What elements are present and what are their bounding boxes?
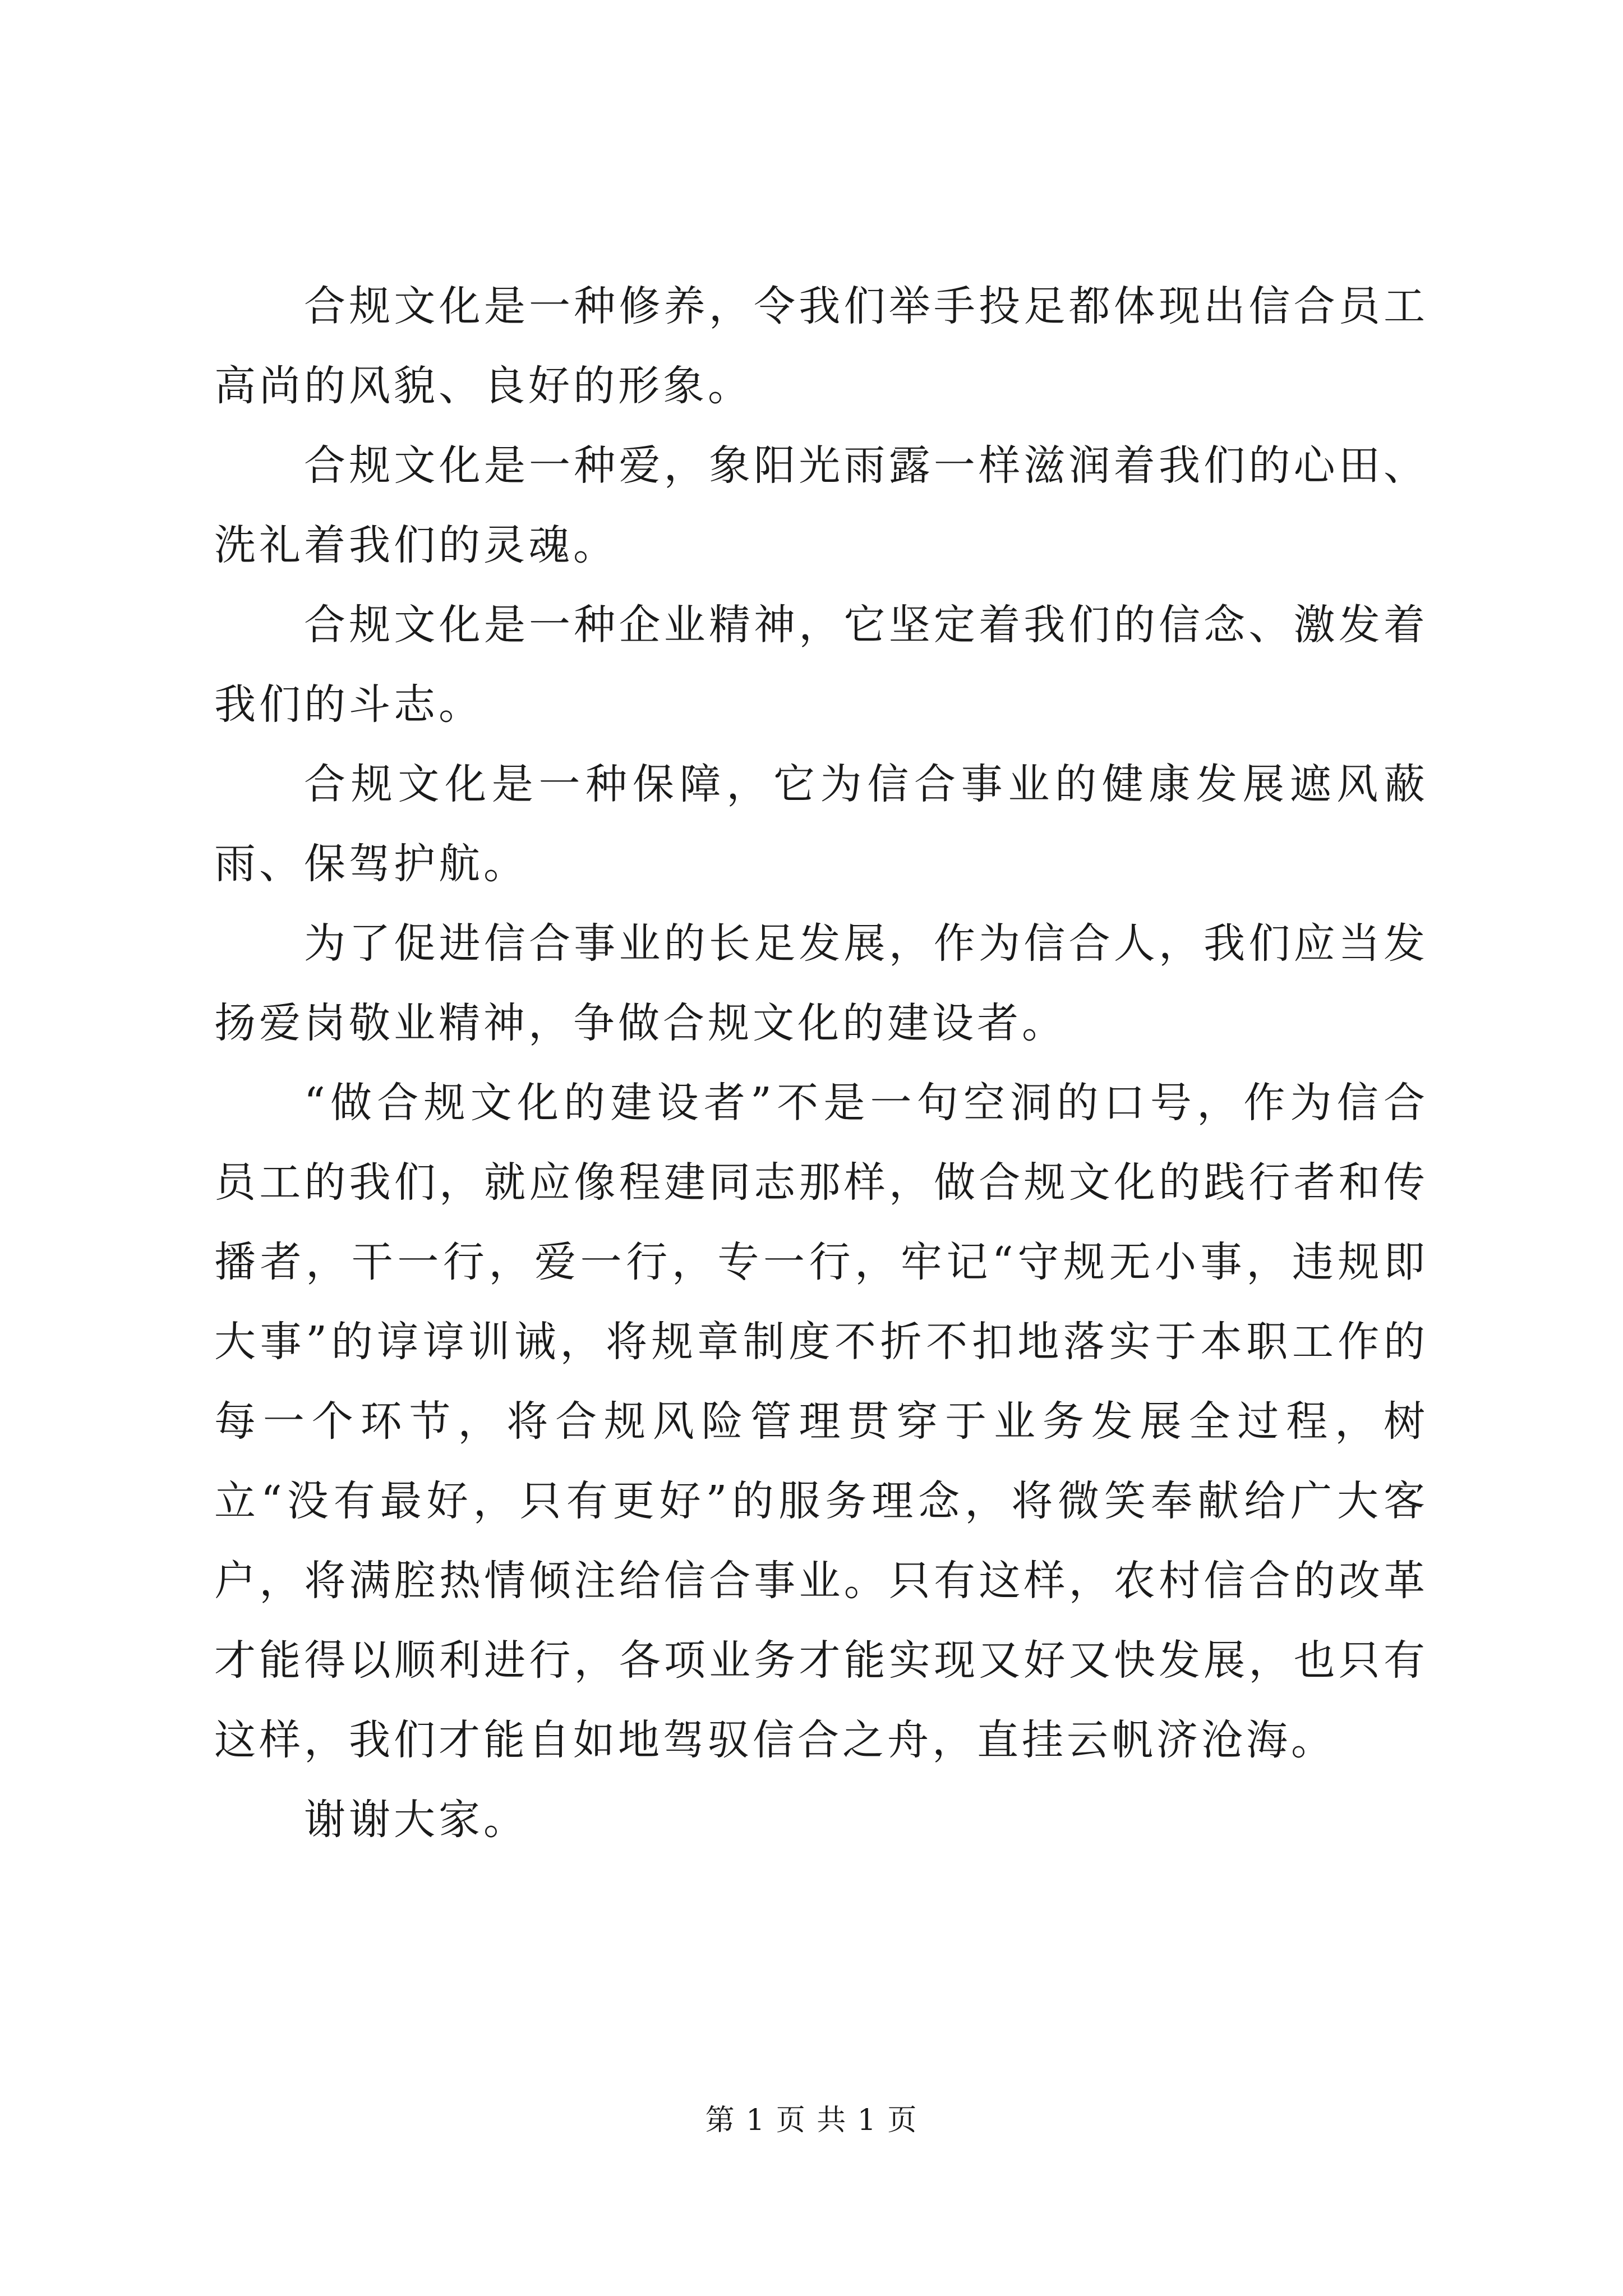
- page-number-footer: 第 1 页 共 1 页: [705, 2104, 918, 2137]
- paragraph-1: 合规文化是一种修养，令我们举手投足都体现出信合员工高尚的风貌、良好的形象。: [214, 282, 1428, 410]
- paragraph-7: 谢谢大家。: [304, 1796, 528, 1844]
- paragraph-3: 合规文化是一种企业精神，它坚定着我们的信念、激发着我们的斗志。: [214, 601, 1428, 729]
- paragraph-2: 合规文化是一种爱，象阳光雨露一样滋润着我们的心田、洗礼着我们的灵魂。: [214, 441, 1428, 569]
- paragraph-4: 合规文化是一种保障，它为信合事业的健康发展遮风蔽雨、保驾护航。: [214, 760, 1428, 888]
- document-body: [214, 266, 1428, 1860]
- paragraph-6: “做合规文化的建设者”不是一句空洞的口号，作为信合员工的我们，就应像程建同志那样，做合规文化的践行者和传播者，干一行，爱一行，专一行，牢记“守规无小事，违规即大事”的谆谆训诫，将规章制度不折不扣地落实于本职工作的每一个环节，将合规风险管理贯穿于业务发展全过程，树立“没有最好，只有更好”的服务理念，将微笑奉献给广大客户，将满腔热情倾注给信合事业。只有这样，农村信合的改革才能得以顺利进行，各项业务才能实现又好又快发展，也只有这样，我们才能自如地驾驭信合之舟，直挂云帆济沧海。: [214, 1079, 1428, 1764]
- paragraph-5: 为了促进信合事业的长足发展，作为信合人，我们应当发扬爱岗敬业精神，争做合规文化的建设者。: [214, 919, 1428, 1047]
